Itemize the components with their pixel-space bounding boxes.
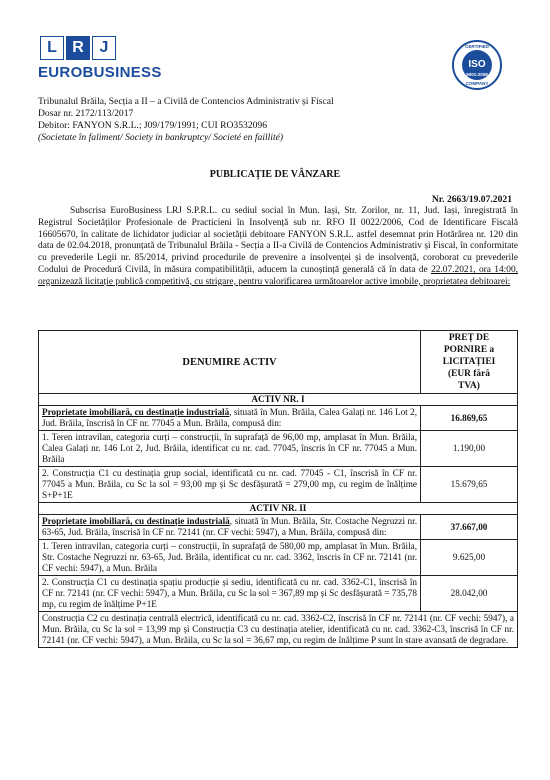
table-row	[39, 431, 518, 467]
asset-summary	[39, 406, 421, 431]
price-header-line: PREȚ DE	[448, 333, 490, 343]
asset-item-price: 1.190,00	[421, 431, 518, 467]
column-header-price	[421, 331, 518, 394]
court-line: Tribunalul Brăila, Secția a II – a Civilă de Contencios Administrativ și Fiscal	[38, 96, 334, 107]
case-header	[38, 96, 518, 144]
iso-bottom-text: COMPANY	[465, 81, 489, 86]
logo-letter-r: R	[66, 36, 90, 60]
table-row	[39, 406, 518, 431]
debtor-line: Debitor: FANYON S.R.L.; J09/179/1991; CUI RO3532096	[38, 120, 268, 131]
asset-item-price: 9.625,00	[421, 540, 518, 576]
table-row	[39, 515, 518, 540]
intro-text: Subscrisa EuroBusiness LRJ S.P.R.L. cu sediul social în Mun. Iași, Str. Zorilor, nr. 11, Jud. Iași, înregistrată în Registrul Societăților Profesionale de Practicieni în Insolvență sub nr. RFO II 0022/2006, Cod de Identificare Fiscală 16605670, în calitate de lichidator judiciar al societății debitoare FANYON S.R.L. astfel desemnat prin Hotărârea nr. 120 din data de 02.04.2018, pronunțată de Tribunalul Brăila - Secția a II-a Civilă de Contencios Administrativ și Fiscal, în conformitate cu prevederile Legii nr. 85/2014, privind procedurile de prevenire a insolvenței și de insolvență, coroborat cu prevederile Codului de Procedură Civilă, în măsura compatibilității, aducem la cunoștință generală că în data de	[38, 206, 518, 275]
table-row	[39, 467, 518, 503]
iso-center-text: ISO	[462, 50, 492, 80]
asset-summary	[39, 515, 421, 540]
price-header-line: (EUR fără	[448, 369, 490, 379]
asset-summary-bold: Proprietate imobiliară, cu destinație industrială	[42, 516, 230, 526]
asset-item-text: 1. Teren intravilan, categoria curți – construcții, în suprafață de 96,00 mp, amplasat în Mun. Brăila, Calea Galați nr. 146 Lot 2, Jud. Brăila, identificat cu nr. cad. 77045, înscris în CF nr. 77045 a Mun. Brăila	[39, 431, 421, 467]
table-header-row	[39, 331, 518, 394]
intro-paragraph	[38, 206, 518, 289]
price-header-line: PORNIRE a	[443, 345, 495, 355]
price-header-line: TVA)	[458, 381, 480, 391]
logo-letter-j: J	[92, 36, 116, 60]
asset-summary-price: 16.869,65	[421, 406, 518, 431]
asset-summary-rest: , situată în Mun. Brăila, Calea Galați nr. 146 Lot 2, Jud. Brăila, înscrisă în CF nr. 77045 a Mun. Brăila, compusă din:	[42, 407, 418, 428]
asset-item-text: 2. Construcția C1 cu destinația grup social, identificată cu nr. cad. 77045 - C1, înscrisă în CF nr. 77045 a Mun. Brăila, cu Sc la sol = 93,00 mp și Sc desfășurată = 279,00 mp, cu regim de înălțime S+P+1E	[39, 467, 421, 503]
logo-letter-boxes	[40, 36, 178, 60]
asset-summary-bold: Proprietate imobiliară, cu destinație industrială	[42, 407, 230, 417]
status-line: (Societate în faliment/ Society in bankruptcy/ Societé en faillité)	[38, 132, 284, 143]
intro-underlined-text: 22.07.2021, ora 14:00, organizează licitație publică competitivă, cu strigare, pentru valorificarea următoarelor active imobile, proprietatea debitoarei:	[38, 264, 518, 287]
asset-item-price: 28.042,00	[421, 576, 518, 612]
table-row	[39, 540, 518, 576]
iso-mid-text: 9001:2008	[466, 72, 488, 77]
iso-top-text: CERTIFIED	[465, 44, 489, 49]
section-title: ACTIV NR. I	[39, 394, 518, 406]
case-number-line: Dosar nr. 2172/113/2017	[38, 108, 134, 119]
publication-number: Nr. 2663/19.07.2021	[431, 194, 512, 205]
asset-item-text: 2. Construcția C1 cu destinația spațiu producție și sediu, identificată cu nr. cad. 3362-C1, înscrisă în CF nr. 72141 (nr. CF vechi: 5947), a Mun. Brăila, cu Sc la sol = 367,89 mp și Sc desfășurată = 735,78 mp, cu regim de înălțime P+1E	[39, 576, 421, 612]
section-title: ACTIV NR. II	[39, 503, 518, 515]
assets-table	[38, 330, 518, 648]
asset-summary-rest: , situată în Mun. Brăila, Str. Costache Negruzzi nr. 63-65, Jud. Brăila, înscrisă în CF nr. 72141 (nr. CF vechi: 5947), a Mun. Brăila, compusă din:	[42, 516, 418, 537]
asset-summary-price: 37.667,00	[421, 515, 518, 540]
column-header-asset: DENUMIRE ACTIV	[39, 331, 421, 394]
price-header-line: LICITAȚIEI	[442, 357, 496, 367]
asset-item-text: 1. Teren intravilan, categoria curți – construcții, în suprafață de 580,00 mp, amplasat în Mun. Brăila, Str. Costache Negruzzi nr. 63-65, Jud. Brăila, identificat cu nr. cad. 3362, înscris în CF nr. 72141 (nr. CF vechi: 5947), a Mun. Brăila	[39, 540, 421, 576]
logo-letter-l: L	[40, 36, 64, 60]
table-row	[39, 576, 518, 612]
section-title-row	[39, 394, 518, 406]
asset-item-price: 15.679,65	[421, 467, 518, 503]
asset-note: Construcția C2 cu destinația centrală electrică, identificată cu nr. cad. 3362-C2, înscrisă în CF nr. 72141 (nr. CF vechi: 5947), a Mun. Brăila, cu Sc la sol = 13,99 mp și Construcția C3 cu destinația atelier, identificată cu nr. cad. 3362-C3, înscrisă în CF nr. 72141 (nr. CF vechi: 5947), a Mun. Brăila, cu Sc la sol = 36,67 mp, cu regim de înălțime P sunt în stare avansată de degradare.	[39, 612, 518, 648]
iso-certified-badge	[452, 40, 502, 90]
logo-wordmark: EUROBUSINESS	[38, 64, 162, 81]
document-title: PUBLICAȚIE DE VÂNZARE	[209, 169, 341, 180]
table-row	[39, 612, 518, 648]
eurobusiness-logo	[38, 36, 178, 84]
section-title-row	[39, 503, 518, 515]
